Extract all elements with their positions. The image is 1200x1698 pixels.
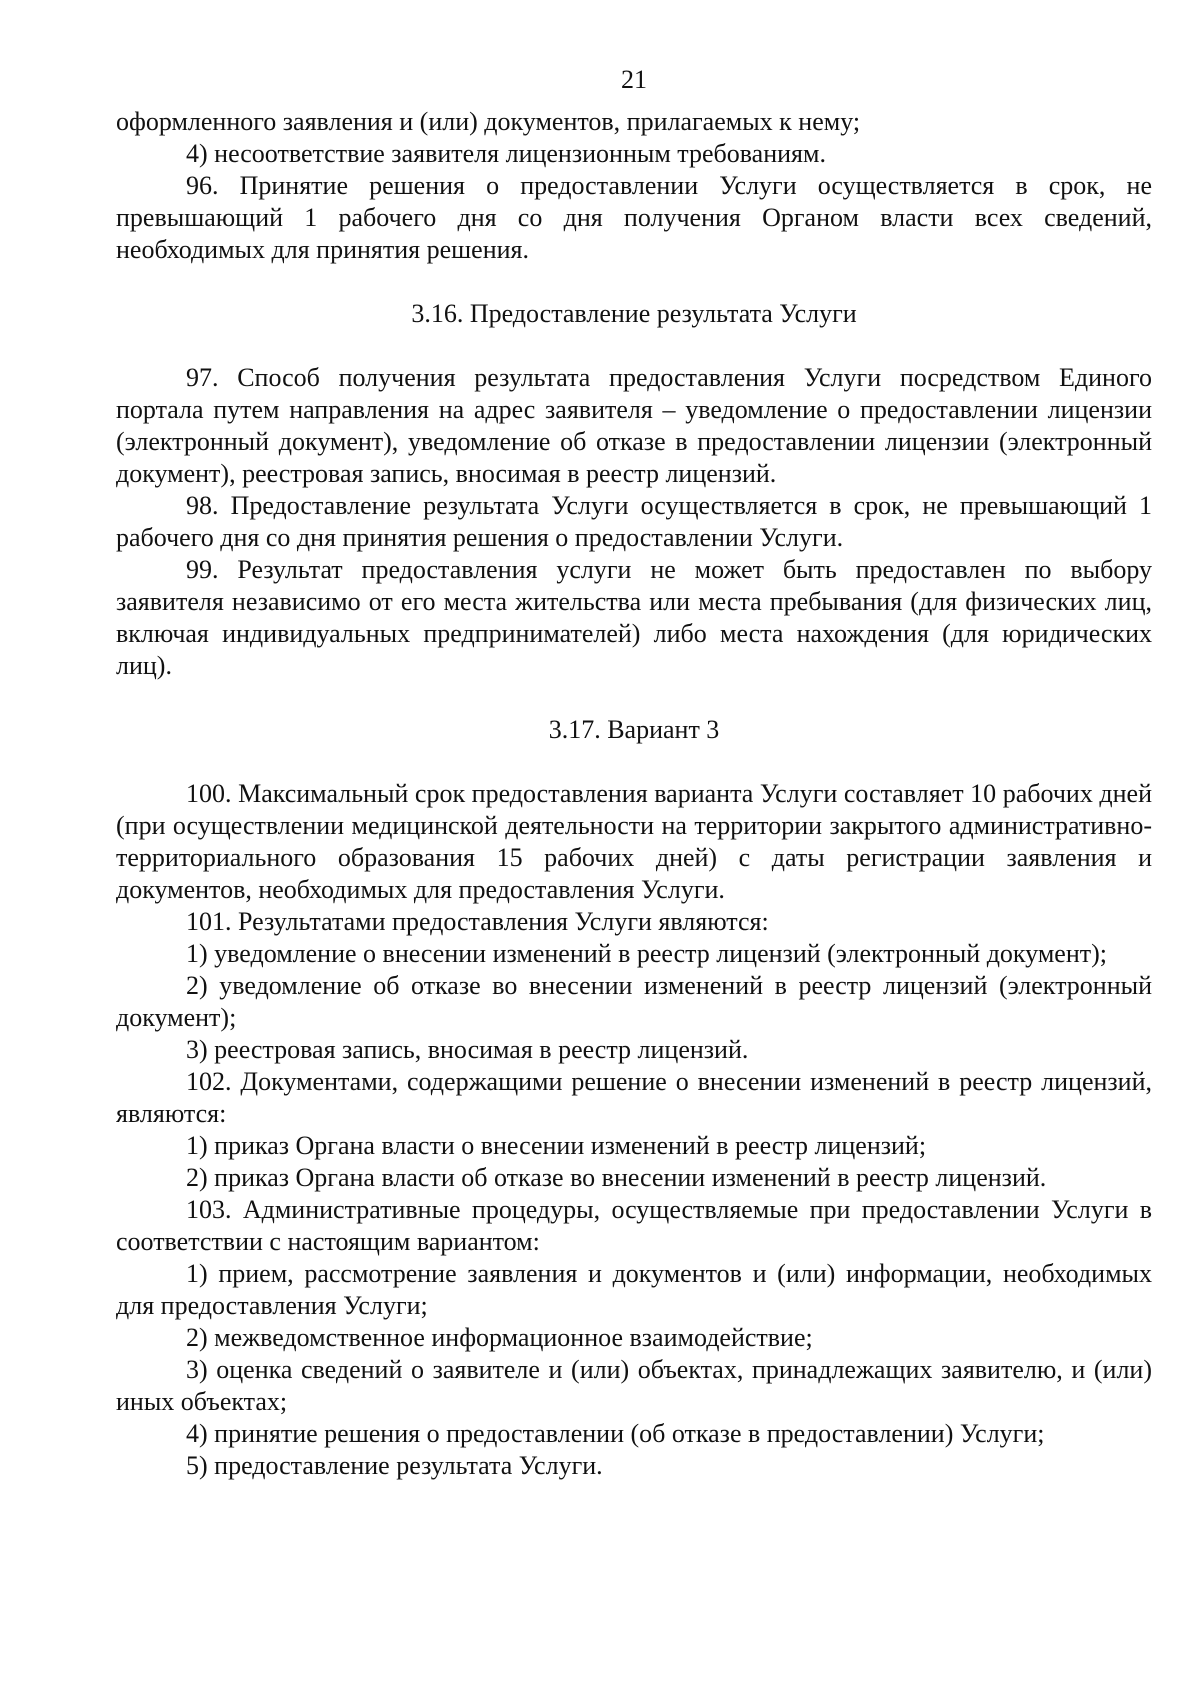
document-page [116,64,1152,1482]
page-number: 21 [621,65,647,94]
paragraph-103-item-5: 5) предоставление результата Услуги. [186,1451,603,1480]
paragraph-101-item-3: 3) реестровая запись, вносимая в реестр лицензий. [186,1035,749,1064]
paragraph-103-item-4: 4) принятие решения о предоставлении (об отказе в предоставлении) Услуги; [186,1419,1045,1448]
paragraph-continuation: оформленного заявления и (или) документов, прилагаемых к нему; [116,107,861,136]
paragraph-102-item-2: 2) приказ Органа власти об отказе во внесении изменений в реестр лицензий. [186,1163,1047,1192]
paragraph-100: 100. Максимальный срок предоставления варианта Услуги составляет 10 рабочих дней (при осуществлении медицинской деятельности на территории закрытого административно-территориального образования 15 рабочих дней) с даты регистрации заявления и документов, необходимых для предоставления Услуги. [116,779,1152,904]
paragraph-96: 96. Принятие решения о предоставлении Услуги осуществляется в срок, не превышающий 1 рабочего дня со дня получения Органом власти всех сведений, необходимых для принятия решения. [116,171,1152,264]
paragraph-102: 102. Документами, содержащими решение о внесении изменений в реестр лицензий, являются: [116,1067,1152,1128]
paragraph-102-item-1: 1) приказ Органа власти о внесении изменений в реестр лицензий; [186,1131,927,1160]
paragraph-99: 99. Результат предоставления услуги не может быть предоставлен по выбору заявителя независимо от его места жительства или места пребывания (для физических лиц, включая индивидуальных предпринимателей) либо места нахождения (для юридических лиц). [116,555,1152,680]
paragraph-103-item-2: 2) межведомственное информационное взаимодействие; [186,1323,813,1352]
list-item-4: 4) несоответствие заявителя лицензионным требованиям. [186,139,826,168]
paragraph-101-item-1: 1) уведомление о внесении изменений в реестр лицензий (электронный документ); [186,939,1107,968]
paragraph-103-item-3: 3) оценка сведений о заявителе и (или) объектах, принадлежащих заявителю, и (или) иных объектах; [116,1355,1152,1416]
paragraph-101-item-2: 2) уведомление об отказе во внесении изменений в реестр лицензий (электронный документ); [116,971,1152,1032]
paragraph-101: 101. Результатами предоставления Услуги являются: [186,907,769,936]
paragraph-97: 97. Способ получения результата предоставления Услуги посредством Единого портала путем направления на адрес заявителя – уведомление о предоставлении лицензии (электронный документ), уведомление об отказе в предоставлении лицензии (электронный документ), реестровая запись, вносимая в реестр лицензий. [116,363,1152,488]
section-heading-3-16: 3.16. Предоставление результата Услуги [411,299,857,328]
paragraph-98: 98. Предоставление результата Услуги осуществляется в срок, не превышающий 1 рабочего дня со дня принятия решения о предоставлении Услуги. [116,491,1152,552]
section-heading-3-17: 3.17. Вариант 3 [548,715,720,744]
paragraph-103-item-1: 1) прием, рассмотрение заявления и документов и (или) информации, необходимых для предоставления Услуги; [116,1259,1152,1320]
paragraph-103: 103. Административные процедуры, осуществляемые при предоставлении Услуги в соответствии с настоящим вариантом: [116,1195,1152,1256]
